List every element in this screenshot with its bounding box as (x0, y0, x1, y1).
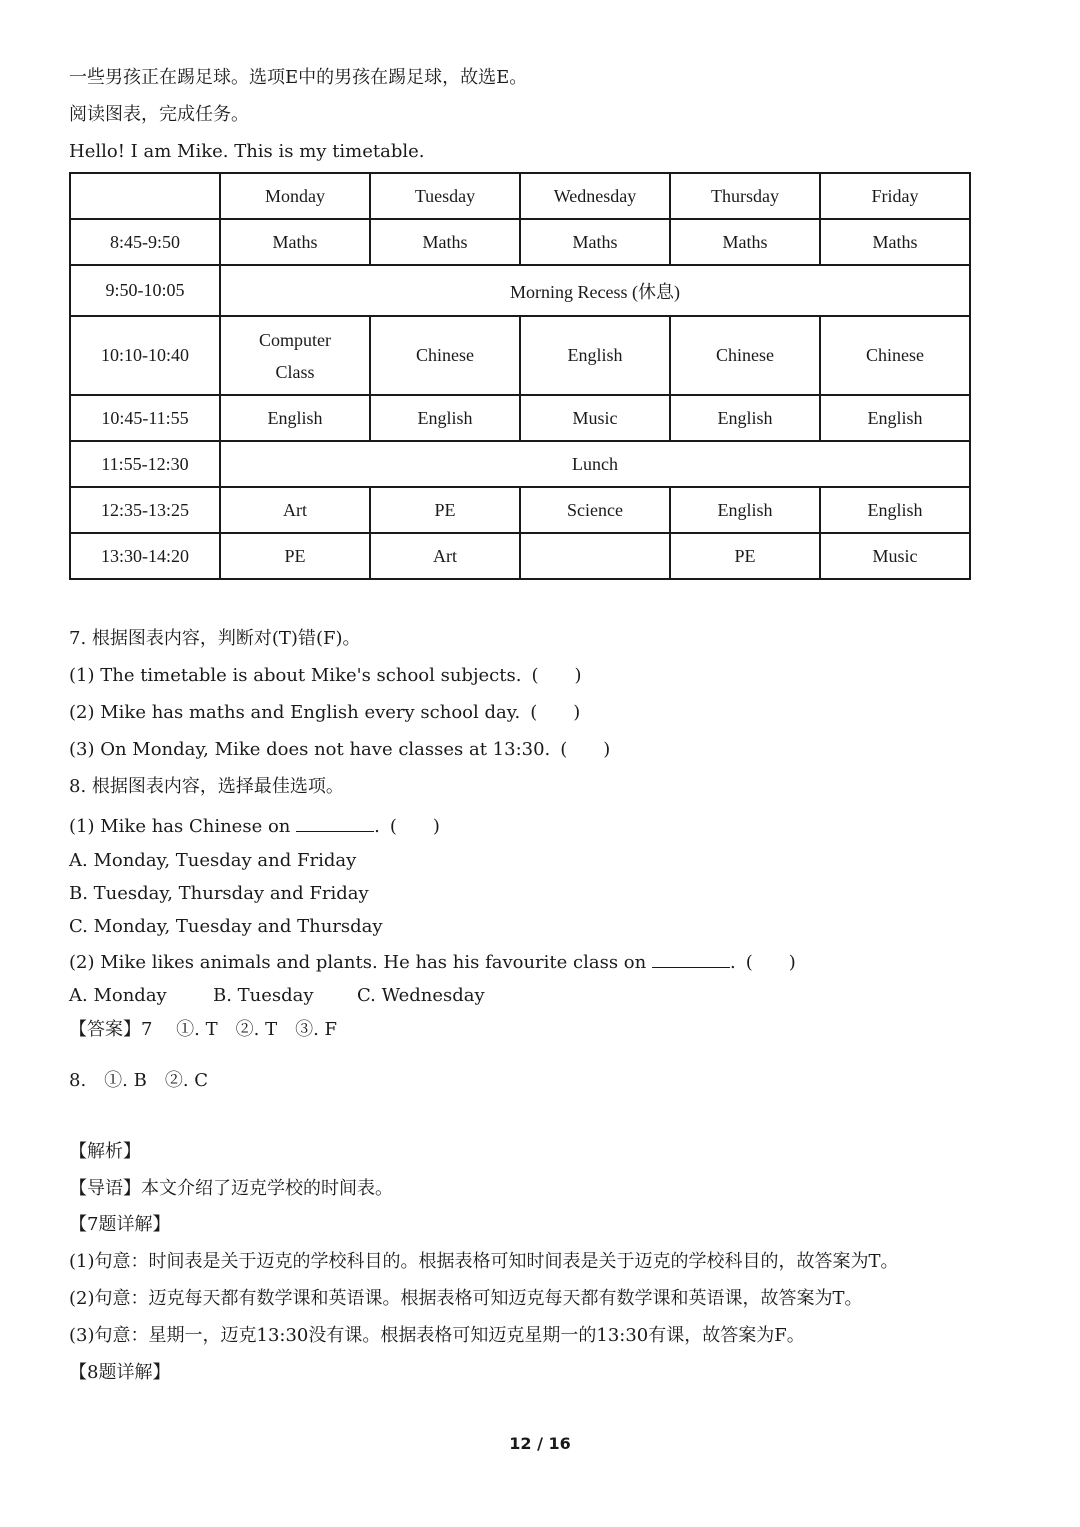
subject-cell: Chinese (670, 316, 820, 395)
q8-detail-heading: 【8题详解】 (69, 1362, 171, 1383)
time-cell: 10:45-11:55 (70, 395, 220, 441)
subject-cell: English (520, 316, 670, 395)
q7-item-1 (69, 665, 582, 687)
timetable-row (70, 533, 970, 579)
recess-cell: Morning Recess (休息) (220, 265, 970, 316)
answer-paren: ( ) (745, 952, 796, 973)
q8-q2-option-a: A. Monday (69, 985, 167, 1006)
answer-line-2: 8. ①. B ②. C (69, 1070, 209, 1091)
time-cell: 13:30-14:20 (70, 533, 220, 579)
page-number: 12 / 16 (509, 1434, 571, 1453)
subject-cell: Maths (520, 219, 670, 265)
q7-item-1-text: (1) The timetable is about Mike's school subjects. (69, 665, 522, 686)
q7-item-2-text: (2) Mike has maths and English every school day. (69, 702, 521, 723)
q8-q2-options (69, 985, 485, 1007)
subject-cell: Maths (370, 219, 520, 265)
q7-detail-line-2: (2)句意：迈克每天都有数学课和英语课。根据表格可知迈克每天都有数学课和英语课，故答案为T。 (69, 1288, 863, 1309)
timetable-header-row (70, 173, 970, 219)
q8-question-1: (1) Mike has Chinese on . ( ) (69, 813, 440, 838)
subject-cell: PE (670, 533, 820, 579)
subject-cell: Chinese (370, 316, 520, 395)
day-header: Tuesday (370, 173, 520, 219)
q8-question-2: (2) Mike likes animals and plants. He has his favourite class on . ( ) (69, 949, 796, 974)
subject-cell: English (670, 395, 820, 441)
answer-paren: ( ) (389, 816, 440, 837)
fill-blank (652, 949, 730, 968)
answer-paren: ( ) (531, 665, 582, 686)
lunch-cell: Lunch (220, 441, 970, 487)
subject-cell: English (820, 487, 970, 533)
analysis-guide: 【导语】本文介绍了迈克学校的时间表。 (69, 1178, 393, 1199)
timetable-row (70, 316, 970, 395)
time-cell: 10:10-10:40 (70, 316, 220, 395)
timetable (69, 172, 971, 580)
answer-paren: ( ) (560, 739, 611, 760)
intro-line-1: 一些男孩正在踢足球。选项E中的男孩在踢足球，故选E。 (69, 67, 528, 88)
answer-line-1: 【答案】7 ①. T ②. T ③. F (69, 1019, 338, 1040)
computer-class-line-2: Class (275, 361, 315, 382)
subject-cell (220, 316, 370, 395)
subject-cell: Art (220, 487, 370, 533)
intro-line-2: 阅读图表，完成任务。 (69, 104, 249, 125)
q8-q2-option-b: B. Tuesday (213, 985, 314, 1006)
timetable-row (70, 395, 970, 441)
q7-item-3-text: (3) On Monday, Mike does not have classes at 13:30. (69, 739, 551, 760)
time-cell: 12:35-13:25 (70, 487, 220, 533)
q8-q1-option-a: A. Monday, Tuesday and Friday (69, 850, 357, 871)
q7-item-2 (69, 702, 580, 724)
subject-cell: Science (520, 487, 670, 533)
q8-q1-option-c: C. Monday, Tuesday and Thursday (69, 916, 383, 937)
q7-title: 7. 根据图表内容，判断对(T)错(F)。 (69, 628, 361, 649)
q8-title: 8. 根据图表内容，选择最佳选项。 (69, 776, 344, 797)
subject-cell: Maths (820, 219, 970, 265)
subject-cell: English (370, 395, 520, 441)
subject-cell: Chinese (820, 316, 970, 395)
q8-q1-text: (1) Mike has Chinese on (69, 816, 291, 837)
intro-line-3: Hello! I am Mike. This is my timetable. (69, 141, 425, 162)
q8-q2-text: (2) Mike likes animals and plants. He has his favourite class on (69, 952, 647, 973)
q8-q2-option-c: C. Wednesday (357, 985, 485, 1006)
day-header: Friday (820, 173, 970, 219)
timetable-corner-cell (70, 173, 220, 219)
day-header: Wednesday (520, 173, 670, 219)
timetable-row (70, 487, 970, 533)
timetable-row (70, 219, 970, 265)
day-header: Thursday (670, 173, 820, 219)
day-header: Monday (220, 173, 370, 219)
timetable-row (70, 441, 970, 487)
q7-detail-heading: 【7题详解】 (69, 1214, 171, 1235)
subject-cell: English (820, 395, 970, 441)
q7-detail-line-1: (1)句意：时间表是关于迈克的学校科目的。根据表格可知时间表是关于迈克的学校科目的，故答案为T。 (69, 1251, 899, 1272)
timetable-row (70, 265, 970, 316)
fill-blank (296, 813, 374, 832)
time-cell: 8:45-9:50 (70, 219, 220, 265)
subject-cell: English (220, 395, 370, 441)
subject-cell: PE (370, 487, 520, 533)
answer-paren: ( ) (530, 702, 581, 723)
analysis-heading: 【解析】 (69, 1141, 141, 1162)
subject-cell: Art (370, 533, 520, 579)
time-cell: 9:50-10:05 (70, 265, 220, 316)
q7-item-3 (69, 739, 610, 761)
subject-cell: Maths (670, 219, 820, 265)
time-cell: 11:55-12:30 (70, 441, 220, 487)
subject-cell (520, 533, 670, 579)
q7-detail-line-3: (3)句意：星期一，迈克13:30没有课。根据表格可知迈克星期一的13:30有课，故答案为F。 (69, 1325, 805, 1346)
subject-cell: Music (820, 533, 970, 579)
subject-cell: Maths (220, 219, 370, 265)
computer-class-line-1: Computer (259, 329, 331, 350)
q8-q1-option-b: B. Tuesday, Thursday and Friday (69, 883, 369, 904)
subject-cell: PE (220, 533, 370, 579)
subject-cell: Music (520, 395, 670, 441)
subject-cell: English (670, 487, 820, 533)
